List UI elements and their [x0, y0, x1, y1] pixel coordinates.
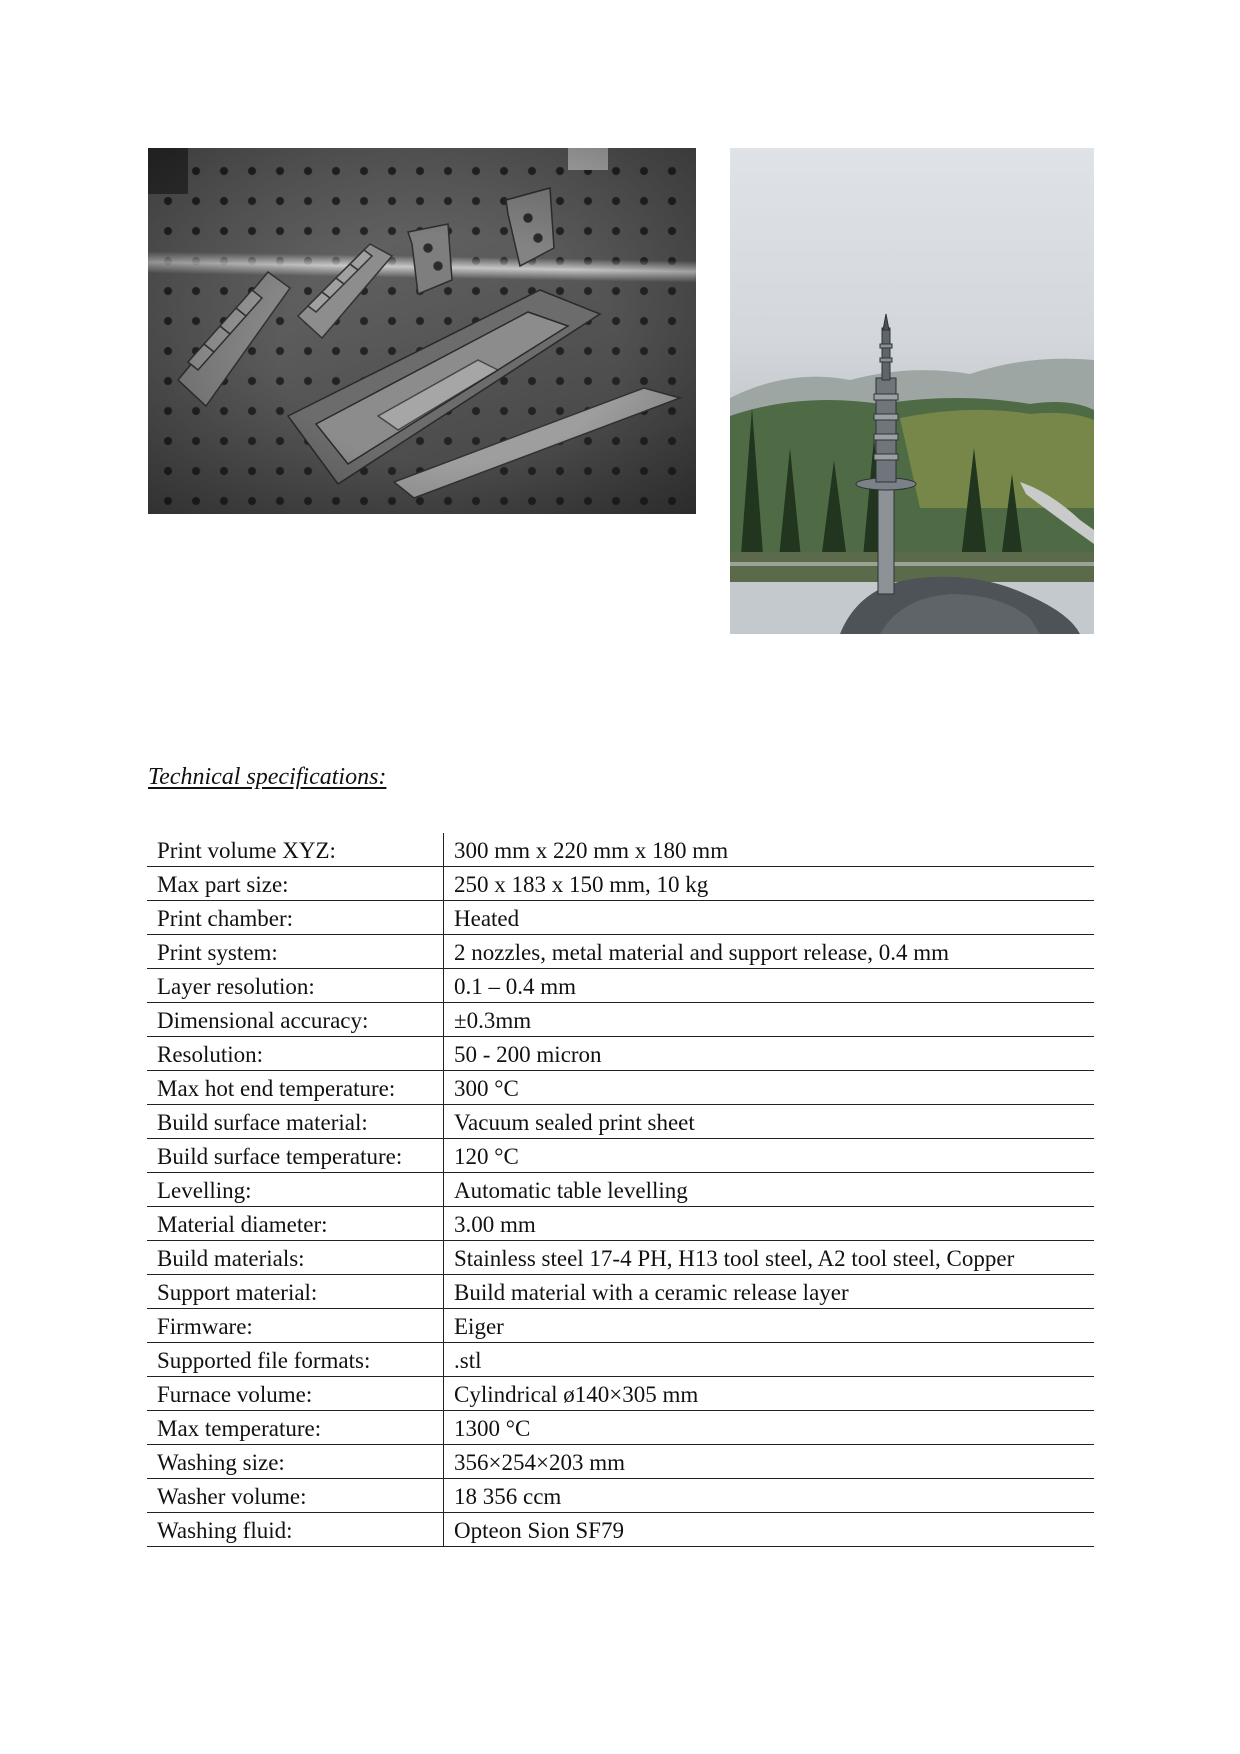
spec-value: 1300 °C	[444, 1411, 1095, 1445]
spec-value: 120 °C	[444, 1139, 1095, 1173]
spec-value: Build material with a ceramic release layer	[444, 1275, 1095, 1309]
spec-label: Build surface temperature:	[147, 1139, 444, 1173]
spec-row	[147, 1241, 1094, 1275]
spec-value: 356×254×203 mm	[444, 1445, 1095, 1479]
technical-specifications-heading: Technical specifications:	[148, 764, 387, 790]
spec-row	[147, 1207, 1094, 1241]
spec-label: Material diameter:	[147, 1207, 444, 1241]
printed-tower-landscape-photo	[730, 148, 1094, 634]
spec-value: Vacuum sealed print sheet	[444, 1105, 1095, 1139]
spec-label: Washing fluid:	[147, 1513, 444, 1547]
spec-row	[147, 1445, 1094, 1479]
spec-row	[147, 1071, 1094, 1105]
spec-value: Opteon Sion SF79	[444, 1513, 1095, 1547]
printed-metal-parts-photo	[148, 148, 696, 514]
spec-value: Cylindrical ø140×305 mm	[444, 1377, 1095, 1411]
spec-row	[147, 1377, 1094, 1411]
spec-row	[147, 1513, 1094, 1547]
spec-value: Eiger	[444, 1309, 1095, 1343]
tower-landscape-illustration	[730, 148, 1094, 634]
spec-value: .stl	[444, 1343, 1095, 1377]
spec-label: Washer volume:	[147, 1479, 444, 1513]
spec-row	[147, 1411, 1094, 1445]
spec-value: Heated	[444, 901, 1095, 935]
spec-row	[147, 1003, 1094, 1037]
spec-row	[147, 1037, 1094, 1071]
spec-row	[147, 901, 1094, 935]
spec-value: 18 356 ccm	[444, 1479, 1095, 1513]
spec-value: 50 - 200 micron	[444, 1037, 1095, 1071]
spec-label: Print system:	[147, 935, 444, 969]
spec-table-body	[147, 833, 1094, 1547]
spec-row	[147, 935, 1094, 969]
spec-row	[147, 1139, 1094, 1173]
spec-value: Stainless steel 17-4 PH, H13 tool steel, A2 tool steel, Copper	[444, 1241, 1095, 1275]
spec-label: Max temperature:	[147, 1411, 444, 1445]
spec-label: Washing size:	[147, 1445, 444, 1479]
spec-label: Max hot end temperature:	[147, 1071, 444, 1105]
spec-row	[147, 867, 1094, 901]
spec-label: Levelling:	[147, 1173, 444, 1207]
spec-label: Resolution:	[147, 1037, 444, 1071]
spec-row	[147, 1479, 1094, 1513]
spec-value: 300 °C	[444, 1071, 1095, 1105]
spec-value: Automatic table levelling	[444, 1173, 1095, 1207]
spec-label: Build materials:	[147, 1241, 444, 1275]
spec-label: Firmware:	[147, 1309, 444, 1343]
spec-value: 250 x 183 x 150 mm, 10 kg	[444, 867, 1095, 901]
spec-row	[147, 1275, 1094, 1309]
spec-label: Build surface material:	[147, 1105, 444, 1139]
spec-row	[147, 833, 1094, 867]
spec-value: 0.1 – 0.4 mm	[444, 969, 1095, 1003]
spec-row	[147, 1343, 1094, 1377]
spec-label: Max part size:	[147, 867, 444, 901]
spec-value: 2 nozzles, metal material and support release, 0.4 mm	[444, 935, 1095, 969]
spec-row	[147, 1173, 1094, 1207]
spec-label: Layer resolution:	[147, 969, 444, 1003]
technical-specifications-table	[147, 833, 1094, 1547]
spec-row	[147, 969, 1094, 1003]
spec-row	[147, 1309, 1094, 1343]
spec-label: Print volume XYZ:	[147, 833, 444, 867]
photo-vignette	[148, 148, 696, 514]
spec-label: Furnace volume:	[147, 1377, 444, 1411]
spec-value: 300 mm x 220 mm x 180 mm	[444, 833, 1095, 867]
spec-label: Dimensional accuracy:	[147, 1003, 444, 1037]
spec-label: Print chamber:	[147, 901, 444, 935]
spec-label: Support material:	[147, 1275, 444, 1309]
spec-label: Supported file formats:	[147, 1343, 444, 1377]
spec-row	[147, 1105, 1094, 1139]
spec-value: ±0.3mm	[444, 1003, 1095, 1037]
spec-value: 3.00 mm	[444, 1207, 1095, 1241]
